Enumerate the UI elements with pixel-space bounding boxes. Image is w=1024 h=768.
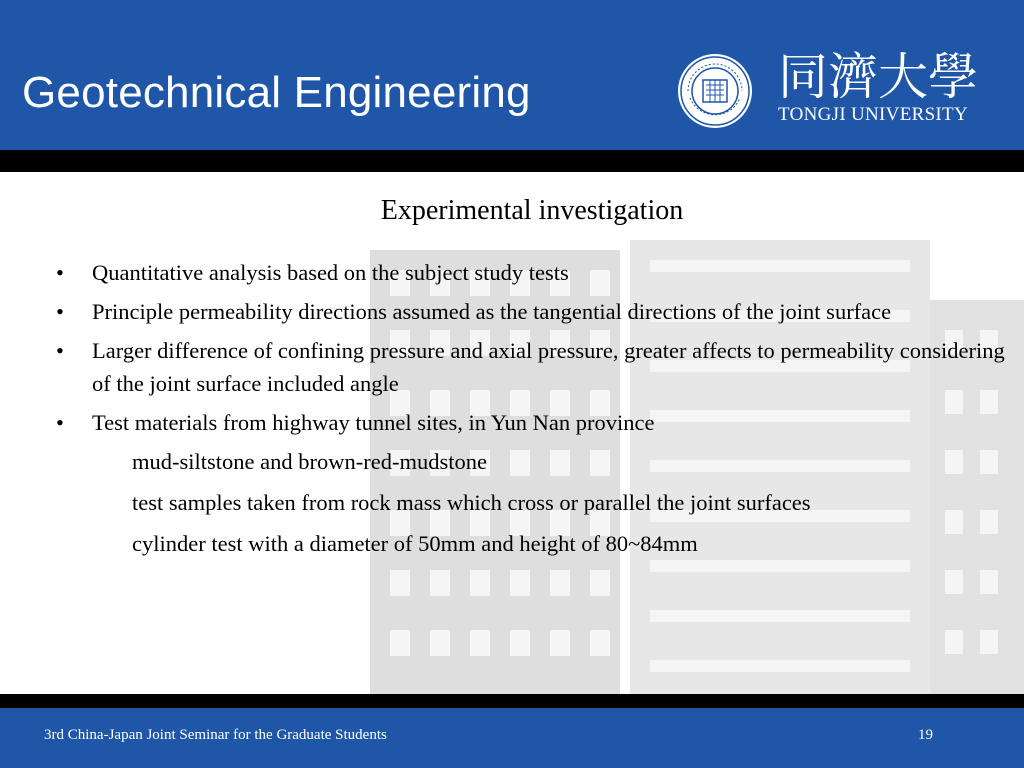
sub-line: cylinder test with a diameter of 50mm and height of 80~84mm [132, 531, 698, 556]
bullet-dot: • [56, 299, 64, 324]
page-number: 19 [918, 727, 933, 743]
university-name-english: TONGJI UNIVERSITY [778, 104, 968, 125]
footer-banner [0, 708, 1024, 768]
bullet-dot: • [56, 338, 64, 363]
bullet-list [56, 256, 1016, 570]
sub-line: test samples taken from rock mass which cross or parallel the joint surfaces [132, 490, 811, 515]
bullet-item [56, 334, 1016, 400]
header-title: Geotechnical Engineering [22, 68, 531, 117]
header-banner [0, 0, 1024, 150]
slide-title: Experimental investigation [380, 195, 684, 226]
bullet-item [56, 256, 1016, 289]
svg-text:同濟大學: 同濟大學 [778, 48, 978, 102]
sub-line-group [92, 441, 1016, 564]
bullet-text: Test materials from highway tunnel sites, in Yun Nan province [92, 410, 655, 435]
bullet-text: Larger difference of confining pressure and axial pressure, greater affects to permeability considering of the joint surface included angle [92, 338, 1005, 396]
bullet-text: Quantitative analysis based on the subject study tests [92, 260, 569, 285]
bullet-dot: • [56, 410, 64, 435]
footer-text: 3rd China-Japan Joint Seminar for the Graduate Students [44, 727, 387, 743]
tongji-university-seal-icon [676, 52, 754, 130]
university-name-chinese [778, 44, 990, 102]
bullet-item [56, 295, 1016, 328]
header-divider-bar [0, 150, 1024, 172]
bullet-dot: • [56, 260, 64, 285]
bullet-item [56, 406, 1016, 564]
sub-line: mud-siltstone and brown-red-mudstone [132, 449, 487, 474]
footer-divider-bar [0, 694, 1024, 708]
bullet-text: Principle permeability directions assumed as the tangential directions of the joint surface [92, 299, 892, 324]
